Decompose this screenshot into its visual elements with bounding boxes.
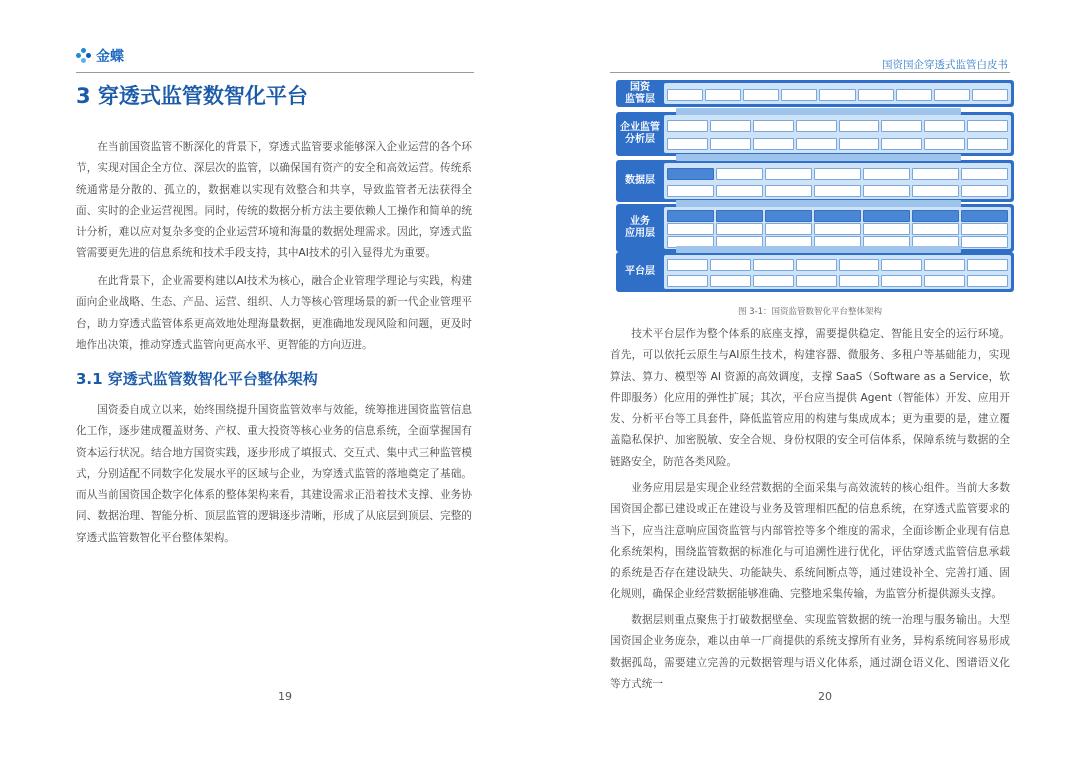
body-paragraph: 数据层则重点聚焦于打破数据壁垒、实现监管数据的统一治理与服务输出。大型国资国企业务庞杂，难以由单一厂商提供的系统支撑所有业务，异构系统间容易形成数据孤岛，需要建立完善的元数据管理与语义化体系，通过湖仓语义化、图谱语义化等方式统一 (610, 614, 1010, 690)
architecture-box (781, 89, 817, 101)
architecture-box (863, 185, 910, 197)
connector-band (676, 246, 961, 253)
layer-name: 国资 监管层 (625, 81, 655, 105)
architecture-box (912, 210, 959, 222)
connector-band (676, 200, 961, 207)
architecture-box (839, 275, 880, 287)
architecture-box (796, 259, 837, 271)
header-rule (76, 72, 474, 73)
architecture-box (743, 89, 779, 101)
architecture-box (967, 120, 1008, 132)
architecture-box (667, 185, 714, 197)
architecture-box (863, 223, 910, 235)
header-rule (610, 72, 1010, 73)
architecture-box (667, 168, 714, 180)
architecture-box (667, 223, 714, 235)
architecture-box (839, 120, 880, 132)
chapter-title: 3 穿透式监管数智化平台 (76, 84, 308, 108)
architecture-box (716, 210, 763, 222)
architecture-box (814, 185, 861, 197)
section-title: 3.1 穿透式监管数智化平台整体架构 (76, 370, 318, 388)
architecture-box (667, 275, 708, 287)
architecture-box (863, 168, 910, 180)
architecture-box (912, 185, 959, 197)
architecture-box (710, 138, 751, 150)
architecture-box (881, 120, 922, 132)
architecture-box (765, 223, 812, 235)
layer-content (664, 83, 1011, 104)
body-paragraph: 技术平台层作为整个体系的底座支撑，需要提供稳定、智能且安全的运行环境。首先，可以依托云原生与AI原生技术，构建容器、微服务、多租户等基础能力，实现算法、算力、模型等 AI 资源的高效调度，支撑 SaaS（Software as a Service，软件即服务）化应用的弹性扩展；其次，平台应当提供 Agent（智能体）开发、应用开发、分析平台等工具套件，降低监管应用的构建与集成成本；更为重要的是，建立覆盖隐私保护、加密脱敏、安全合规、身份权限的安全可信体系，保障系统与数据的全链路安全，防范各类风险。 (610, 328, 1010, 468)
kingdee-logo-icon (76, 48, 92, 64)
architecture-box (667, 210, 714, 222)
architecture-box (705, 89, 741, 101)
architecture-box (667, 89, 703, 101)
page-number: 20 (818, 690, 832, 703)
architecture-box (765, 210, 812, 222)
architecture-box (924, 138, 965, 150)
architecture-box (961, 185, 1008, 197)
architecture-box (667, 138, 708, 150)
architecture-box (667, 259, 708, 271)
architecture-layer (616, 80, 1014, 107)
architecture-box (796, 120, 837, 132)
architecture-box (839, 259, 880, 271)
architecture-box (796, 275, 837, 287)
architecture-box (961, 236, 1008, 248)
connector-band (676, 154, 961, 161)
architecture-box (796, 138, 837, 150)
body-paragraph: 业务应用层是实现企业经营数据的全面采集与高效流转的核心组件。当前大多数国资国企都已建设或正在建设与业务及管理相匹配的信息系统，在穿透式监管要求的当下，应当注意响应国资监管与内部管控等多个维度的需求，全面诊断企业现有信息化系统架构，围绕监管数据的标准化与可追溯性进行优化，评估穿透式监管信息承载的系统是否存在建设缺失、功能缺失、系统间断点等，通过建设补全、完善打通、固化规则，确保企业经营数据能够准确、完整地采集传输，为监管分析提供源头支撑。 (610, 482, 1010, 601)
layer-name: 企业监管 分析层 (620, 122, 660, 145)
architecture-layer (616, 112, 1014, 156)
architecture-box (710, 259, 751, 271)
architecture-box (881, 259, 922, 271)
body-paragraph: 在此背景下，企业需要构建以AI技术为核心，融合企业管理学理论与实践，构建面向企业战略、生态、产品、运营、组织、人力等核心管理场景的新一代企业管理平台，助力穿透式监管体系更高效地处理海量数据，更准确地发现风险和问题，更及时地作出决策，推动穿透式监管向更高水平、更智能的方向迈进。 (76, 275, 472, 351)
page-number: 19 (278, 690, 292, 703)
architecture-box (814, 168, 861, 180)
running-title: 国资国企穿透式监管白皮书 (882, 59, 1008, 71)
architecture-box (753, 275, 794, 287)
architecture-box (716, 223, 763, 235)
architecture-box (863, 210, 910, 222)
architecture-box (839, 138, 880, 150)
layer-name: 平台层 (625, 266, 655, 277)
body-paragraph: 国资委自成立以来，始终围绕提升国资监管效率与效能，统筹推进国资监管信息化工作，逐步建成覆盖财务、产权、重大投资等核心业务的信息系统，全面掌握国有资本运行状况。结合地方国资实践，逐步形成了填报式、交互式、集中式三种监管模式，分别适配不同数字化发展水平的区域与企业，为穿透式监管的落地奠定了基础。而从当前国资国企数字化体系的整体架构来看，其建设需求正沿着技术支撑、业务协同、数据治理、智能分析、顶层监管的逻辑逐步清晰，形成了从底层到顶层、完整的穿透式监管数智化平台整体架构。 (76, 404, 472, 544)
architecture-box (710, 120, 751, 132)
architecture-box (667, 120, 708, 132)
connector-band (676, 108, 961, 115)
figure-caption: 图 3-1：国资监管数智化平台整体架构 (737, 307, 883, 317)
architecture-box (716, 185, 763, 197)
architecture-box (753, 138, 794, 150)
architecture-box (934, 89, 970, 101)
architecture-box (765, 168, 812, 180)
architecture-box (972, 89, 1008, 101)
architecture-box (716, 168, 763, 180)
right-page (540, 0, 1080, 762)
architecture-box (912, 223, 959, 235)
architecture-box (858, 89, 894, 101)
layer-name: 业务 应用层 (625, 216, 655, 239)
architecture-box (814, 223, 861, 235)
architecture-layer (616, 204, 1014, 252)
architecture-figure (616, 80, 1014, 294)
architecture-box (814, 210, 861, 222)
brand-logo (76, 46, 124, 66)
architecture-box (924, 259, 965, 271)
architecture-box (753, 120, 794, 132)
architecture-box (819, 89, 855, 101)
layer-content (664, 255, 1011, 289)
logo-text: 金蝶 (96, 49, 124, 65)
layer-content (664, 163, 1011, 199)
architecture-box (967, 275, 1008, 287)
layer-content (664, 115, 1011, 153)
architecture-layer (616, 252, 1014, 292)
architecture-box (881, 138, 922, 150)
architecture-box (753, 259, 794, 271)
architecture-box (924, 120, 965, 132)
layer-name: 数据层 (625, 175, 655, 186)
body-paragraph: 在当前国资监管不断深化的背景下，穿透式监管要求能够深入企业运营的各个环节，实现对国企全方位、深层次的监管，以确保国有资产的安全和高效运营。传统系统通常是分散的、孤立的，数据难以实现有效整合和共享，导致监管者无法获得全面、实时的企业运营视图。同时，传统的数据分析方法主要依赖人工操作和简单的统计分析，难以应对复杂多变的企业运营环境和海量的数据处理需求。因此，穿透式监管需要更先进的信息系统和技术手段支持，其中AI技术的引入显得尤为重要。 (76, 141, 472, 260)
architecture-box (912, 168, 959, 180)
architecture-box (924, 275, 965, 287)
architecture-layer (616, 160, 1014, 202)
architecture-box (967, 138, 1008, 150)
architecture-box (961, 223, 1008, 235)
architecture-box (765, 185, 812, 197)
layer-content (664, 207, 1011, 249)
architecture-box (967, 259, 1008, 271)
architecture-box (896, 89, 932, 101)
architecture-box (710, 275, 751, 287)
architecture-box (881, 275, 922, 287)
architecture-box (961, 168, 1008, 180)
architecture-box (961, 210, 1008, 222)
